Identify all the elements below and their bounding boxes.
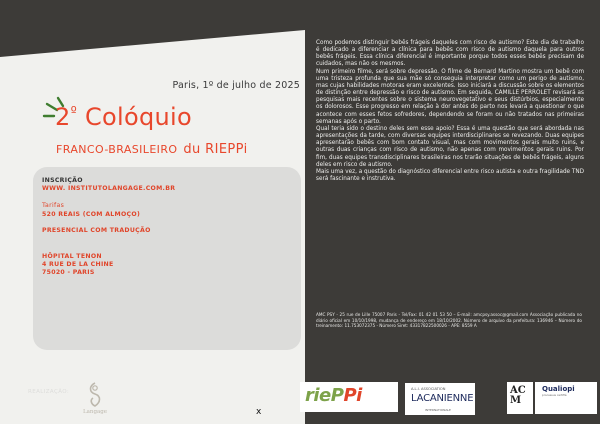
tarifas-label: Tarifas	[42, 202, 65, 210]
description-paragraph: Num primeiro filme, será sobre depressão. O filme de Bernard Martino mostra um bebê com uma tristeza profunda que sua mãe só conseguia interpretar como um perigo de autismo, mas cujas habilidades motoras eram excelentes. Isso iniciará a discussão sobre os elementos de distinção entre depressão e risco de autismo. Em seguida, CAMILLE PERROLET revisará as pesquisas mais recentes sobre o sistema neurovegetativo e seus distúrbios, especialmente os dolorosos. Esse progresso em relação à dor antes do parto nos levará a questionar o que acontece com esses fetos sofredores, dependendo se foram ou não tratados nas primeiras semanas após o parto.	[316, 68, 584, 125]
website-link[interactable]: WWW. INSTITUTOLANGAGE.COM.BR	[42, 185, 176, 193]
description-paragraph: Como podemos distinguir bebês frágeis daqueles com risco de autismo? Este dia de trabalho é dedicado a diferenciar a clínica para bebês com risco de autismo daquela para outros bebês frágeis. Essa clínica diferencial é importante porque todos esses bebês precisam de cuidados, mas não os mesmos.	[316, 40, 584, 68]
registration-info-box	[33, 167, 301, 350]
subtitle-main: FRANCO-BRASILEIRO	[56, 143, 178, 156]
translation-note: PRESENCIAL COM TRADUÇÃO	[42, 227, 151, 235]
description-text	[316, 40, 584, 183]
qualiopi-logo	[535, 382, 597, 414]
qualiopi-subtext: processus certifié	[542, 393, 567, 397]
qualiopi-title: Qualiopi	[542, 385, 575, 393]
x-mark: x	[256, 407, 262, 417]
venue-city: 75020 - PARIS	[42, 269, 95, 277]
venue-address: 4 RUE DE LA CHINE	[42, 261, 114, 268]
subtitle-rieppi: du RIEPPi	[183, 142, 248, 157]
inscricao-label: INSCRIÇÃO	[42, 177, 83, 184]
rieppi-logo	[300, 382, 398, 412]
event-date: Paris, 1º de julho de 2025	[172, 80, 300, 91]
langage-swirl-icon	[79, 380, 111, 410]
langage-logo	[79, 380, 111, 420]
rieppi-logo-text: riePPi	[305, 385, 362, 406]
colloquium-subtitle	[56, 142, 248, 157]
description-paragraph: Mais uma vez, a questão do diagnóstico diferencial entre risco autista e outra fragilidade TND será fascinante e instrutiva.	[316, 168, 584, 182]
description-paragraph: Qual teria sido o destino deles sem esse apoio? Essa é uma questão que será abordada nas apresentações da tarde, com diversas equipes interdisciplinares se revezando. Duas equipes apresentarão bebês com bom contato visual, mas com movimentos gerais muito ruins, e outras duas crianças com risco de autismo, não apenas com movimentos gerais ruins. Por fim, duas equipes transdisciplinares brasileiras nos trarão situações de bebês frágeis, alguns deles em risco de autismo.	[316, 125, 584, 168]
venue-name: HÔPITAL TENON	[42, 252, 102, 260]
colloquium-title	[55, 103, 192, 131]
tarifas-value: 520 REAIS (COM ALMOÇO)	[42, 210, 141, 218]
realizacao-label: REALIZAÇÃO:	[28, 389, 70, 395]
legal-notice: AMC PSY - 25 rue de Lille 75007 Paris - Tel/Fax: 01 42 01 53 50 – E-mail: amcpsy.assoc@gmail.com Associação publicada no diário oficial em 10/10/1998, mudança de endereço em 18/10/2002. Número de arquivo da prefeitura: 136946 – Número do treinamento: 11.753072375 - Número Siret: 43317822500026 - APE: 8559 A	[316, 312, 582, 329]
langage-text: Langage	[82, 409, 108, 415]
title-word: Colóquio	[84, 103, 192, 131]
acm-logo-text: AC M	[510, 385, 526, 406]
lacanienne-logo	[405, 383, 475, 415]
lacan-tiny-text: INTERNATIONALE	[425, 408, 451, 412]
lacan-big-text: LACANIENNE	[411, 393, 474, 404]
title-ordinal: º	[70, 105, 78, 120]
acm-logo	[507, 382, 533, 414]
lacan-small-text: A.L.I. ASSOCIATION	[411, 387, 446, 391]
title-number: 2	[55, 103, 71, 131]
